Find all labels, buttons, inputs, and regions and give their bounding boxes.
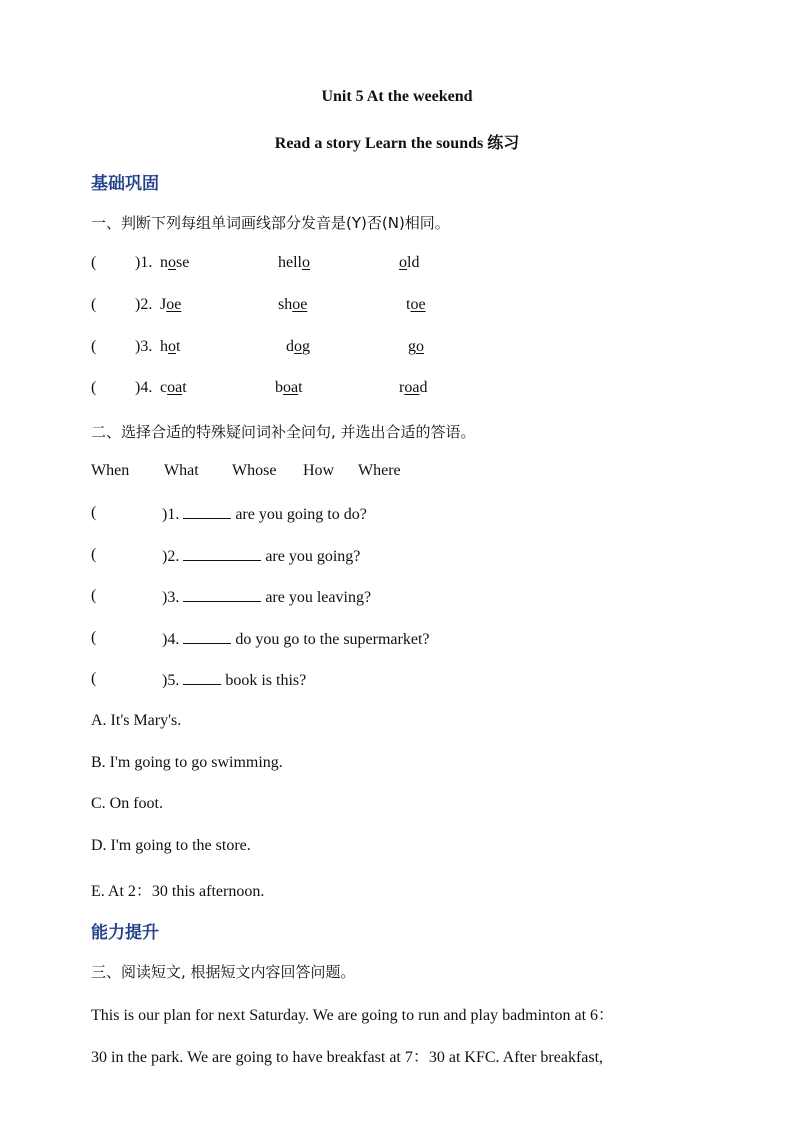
word-part: g <box>408 338 416 355</box>
fill-blank[interactable] <box>183 504 231 519</box>
word-part: hell <box>278 254 302 271</box>
underlined-letters: o <box>168 338 176 355</box>
question-number: )2. <box>135 296 153 313</box>
word-bank-item: Where <box>358 462 401 479</box>
word-part: t <box>406 296 411 313</box>
word-part: c <box>160 379 168 396</box>
phonics-word <box>278 254 310 272</box>
question-number: )3. <box>135 338 153 355</box>
question-number: )1. <box>135 254 153 271</box>
question-number: )1. <box>162 506 184 523</box>
q2-instruction: 二、选择合适的特殊疑问词补全问句, 并选出合适的答语。 <box>91 423 476 441</box>
word-bank-item: How <box>303 462 335 479</box>
fill-blank[interactable] <box>183 587 261 602</box>
answer-option: C. On foot. <box>91 795 163 812</box>
phonics-word <box>408 338 424 356</box>
fill-blank[interactable] <box>183 629 231 644</box>
fill-blank[interactable] <box>183 546 261 561</box>
underlined-letters: o <box>294 338 302 355</box>
question-text: book is this? <box>221 672 307 689</box>
page-subtitle: Read a story Learn the sounds 练习 <box>274 135 520 152</box>
word-part: d <box>286 338 294 355</box>
question-row <box>162 670 306 690</box>
question-text: do you go to the supermarket? <box>231 631 430 648</box>
underlined-letters: oe <box>292 296 308 313</box>
word-part: t <box>182 379 187 396</box>
phonics-word <box>286 338 310 356</box>
section-heading-basic: 基础巩固 <box>91 174 159 194</box>
question-text: are you going? <box>261 548 361 565</box>
word-part: ld <box>407 254 420 271</box>
underlined-letters: o <box>416 338 424 355</box>
answer-paren-open: ( <box>91 670 97 687</box>
answer-option: A. It's Mary's. <box>91 712 182 729</box>
underlined-letters: o <box>168 254 176 271</box>
underlined-letters: oe <box>166 296 182 313</box>
answer-paren-open: ( <box>91 629 97 646</box>
word-part: se <box>176 254 190 271</box>
answer-option: D. I'm going to the store. <box>91 837 251 854</box>
q3-instruction: 三、阅读短文, 根据短文内容回答问题。 <box>91 963 356 981</box>
phonics-word <box>160 338 180 356</box>
word-part: J <box>160 296 167 313</box>
word-part: b <box>275 379 283 396</box>
word-bank-item: What <box>164 462 199 479</box>
answer-option: B. I'm going to go swimming. <box>91 754 283 771</box>
question-row <box>162 504 367 524</box>
phonics-word <box>275 379 303 397</box>
question-text: are you leaving? <box>261 589 372 606</box>
phonics-word <box>406 296 426 314</box>
q1-instruction: 一、判断下列每组单词画线部分发音是(Y)否(N)相同。 <box>91 214 450 232</box>
question-number: )3. <box>162 589 184 606</box>
phonics-word <box>160 296 181 314</box>
phonics-word <box>160 254 189 272</box>
underlined-letters: o <box>399 254 407 271</box>
underlined-letters: oa <box>404 379 420 396</box>
underlined-letters: oa <box>167 379 183 396</box>
word-part: sh <box>278 296 293 313</box>
answer-paren-open: ( <box>91 504 97 521</box>
answer-option: E. At 2：30 this afternoon. <box>91 883 265 900</box>
word-part: t <box>176 338 181 355</box>
underlined-letters: oe <box>410 296 426 313</box>
question-number: )2. <box>162 548 184 565</box>
passage-line-2: 30 in the park. We are going to have breakfast at 7：30 at KFC. After breakfast, <box>91 1049 604 1066</box>
phonics-word <box>278 296 307 314</box>
word-bank-item: Whose <box>232 462 277 479</box>
fill-blank[interactable] <box>183 670 221 685</box>
passage-line-1: This is our plan for next Saturday. We are going to run and play badminton at 6： <box>91 1007 615 1024</box>
word-bank-item: When <box>91 462 130 479</box>
phonics-word <box>399 379 427 397</box>
word-part: t <box>298 379 303 396</box>
word-part: h <box>160 338 168 355</box>
question-row <box>162 546 360 566</box>
answer-paren-open: ( <box>91 338 97 355</box>
underlined-letters: oa <box>283 379 299 396</box>
question-text: are you going to do? <box>231 506 367 523</box>
answer-paren-open: ( <box>91 546 97 563</box>
word-part: g <box>302 338 310 355</box>
word-part: d <box>419 379 428 396</box>
question-number: )4. <box>135 379 153 396</box>
question-number: )4. <box>162 631 184 648</box>
question-number: )5. <box>162 672 184 689</box>
question-row <box>162 629 430 649</box>
word-part: n <box>160 254 168 271</box>
answer-paren-open: ( <box>91 379 97 396</box>
question-row <box>162 587 371 607</box>
answer-paren-open: ( <box>91 587 97 604</box>
answer-paren-open: ( <box>91 254 97 271</box>
section-heading-advanced: 能力提升 <box>91 923 159 943</box>
phonics-word <box>160 379 187 397</box>
answer-paren-open: ( <box>91 296 97 313</box>
underlined-letters: o <box>302 254 310 271</box>
phonics-word <box>399 254 419 272</box>
page-title: Unit 5 At the weekend <box>321 88 473 105</box>
word-part: r <box>399 379 405 396</box>
